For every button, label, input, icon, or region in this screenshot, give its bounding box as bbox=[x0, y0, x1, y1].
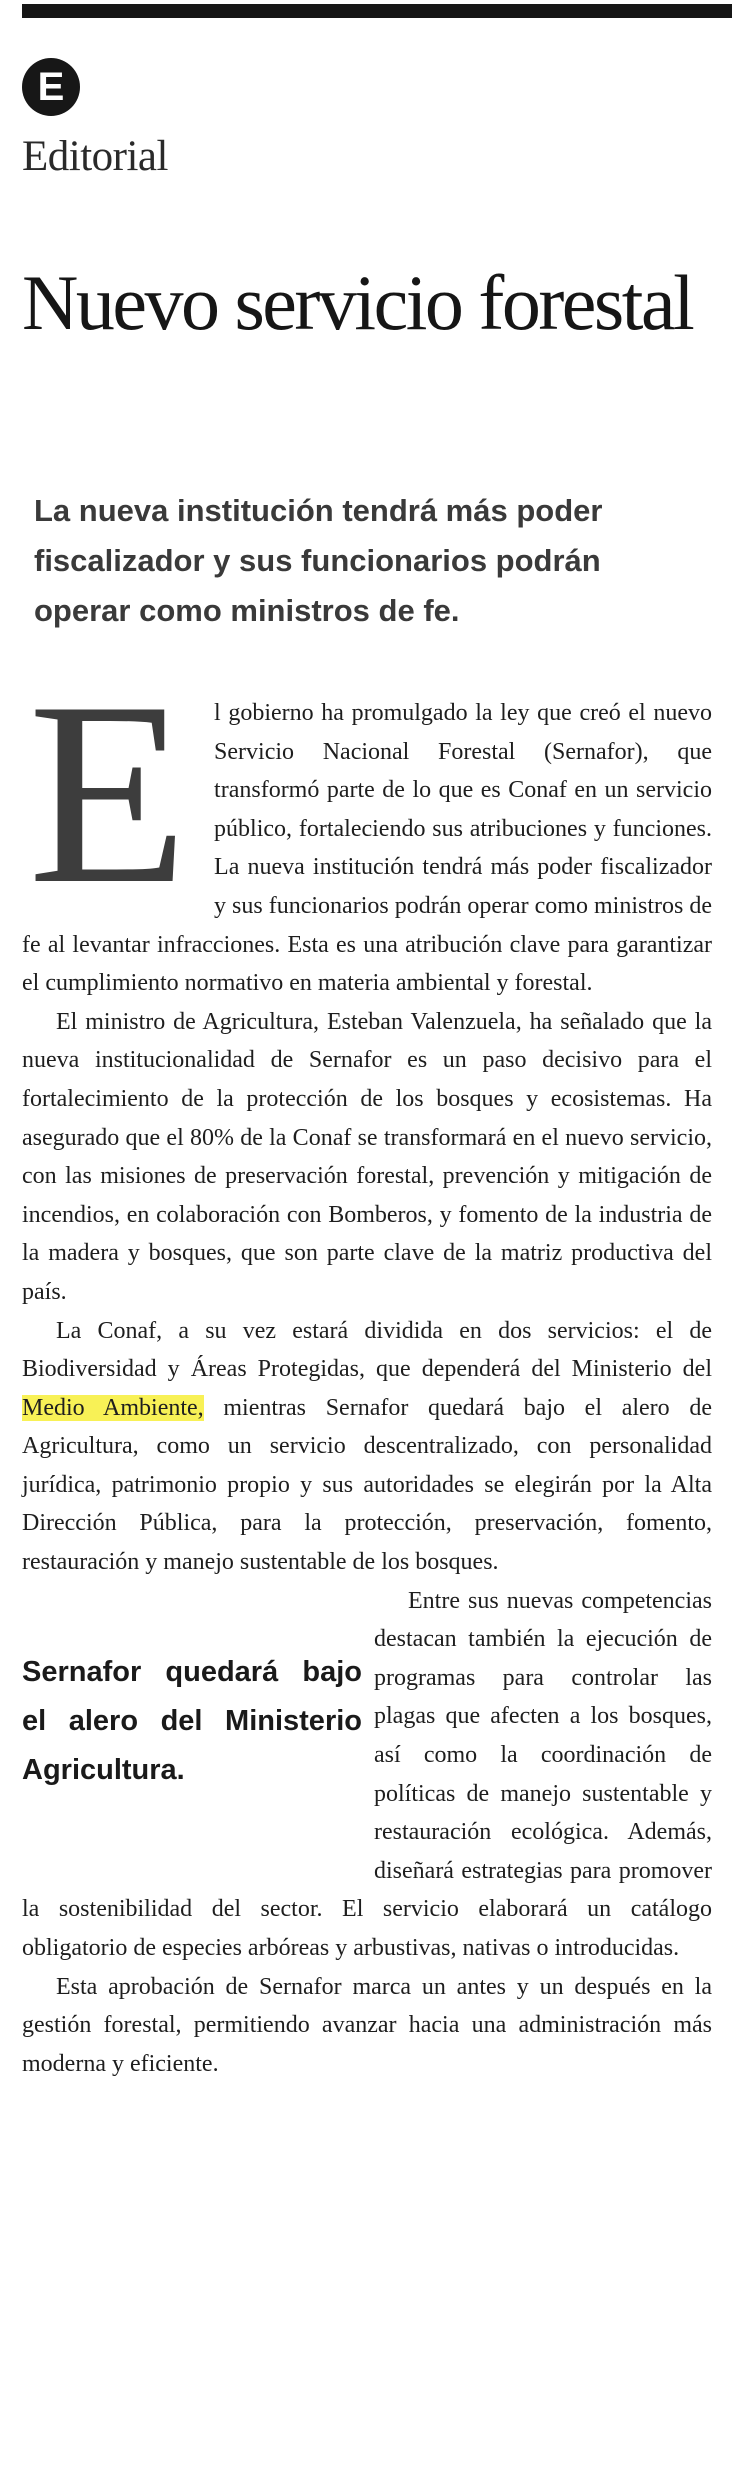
section-badge: E bbox=[22, 58, 80, 116]
paragraph-4: Entre sus nuevas competencias destacan también la ejecución de programas para controlar las plagas que afecten a los bosques, así como la coordinación de políticas de manejo sustentable y restauración ecológica. Además, diseñará estrategias para promover la sostenibilidad del sector. El servicio elaborará un catálogo obligatorio de especies arbóreas y arbustivas, nativas o introducidas. bbox=[22, 1587, 712, 1961]
highlighted-text: Medio Ambiente, bbox=[22, 1394, 204, 1421]
section-label: Editorial bbox=[22, 133, 168, 180]
paragraph-2: El ministro de Agricultura, Esteban Valenzuela, ha señalado que la nueva institucionalidad de Sernafor es un paso decisivo para el fortalecimiento de la protección de los bosques y ecosistemas. Ha asegurado que el 80% de la Conaf se transformará en el nuevo servicio, con las misiones de preservación forestal, prevención y mitigación de incendios, en colaboración con Bomberos, y fomento de la industria de la madera y bosques, que son parte clave de la matriz productiva del país. bbox=[22, 1008, 712, 1305]
headline: Nuevo servicio forestal bbox=[22, 259, 693, 346]
top-rule bbox=[22, 4, 732, 18]
paragraph-3 bbox=[22, 1312, 712, 1582]
paragraph-3-text: La Conaf, a su vez estará dividida en dos servicios: el de Biodiversidad y Áreas Protegidas, que dependerá del Ministerio del bbox=[22, 1317, 712, 1383]
paragraph-3-continued: mientras Sernafor quedará bajo el alero de Agricultura, como un servicio descentralizado, con personalidad jurídica, patrimonio propio y sus autoridades se elegirán por la Alta Dirección Pública, para la protección, preservación, fomento, restauración y manejo sustentable de los bosques. bbox=[22, 1394, 712, 1576]
subhead: La nueva institución tendrá más poder fiscalizador y sus funcionarios podrán operar como ministros de fe. bbox=[34, 493, 603, 628]
drop-cap: E bbox=[28, 648, 189, 938]
paragraph-5: Esta aprobación de Sernafor marca un antes y un después en la gestión forestal, permitiendo avanzar hacia una administración más moderna y eficiente. bbox=[22, 1973, 712, 2077]
pullquote: Sernafor quedará bajo el alero del Ministerio Agricultura. bbox=[22, 1656, 362, 1786]
article-body bbox=[22, 648, 712, 2083]
paragraph-1: l gobierno ha promulgado la ley que creó el nuevo Servicio Nacional Forestal (Sernafor), que transformó parte de lo que es Conaf en un servicio público, fortaleciendo sus atribuciones y funciones. La nueva institución tendrá más poder fiscalizador y sus funcionarios podrán operar como ministros de fe al levantar infracciones. Esta es una atribución clave para garantizar el cumplimiento normativo en materia ambiental y forestal. bbox=[22, 700, 712, 997]
